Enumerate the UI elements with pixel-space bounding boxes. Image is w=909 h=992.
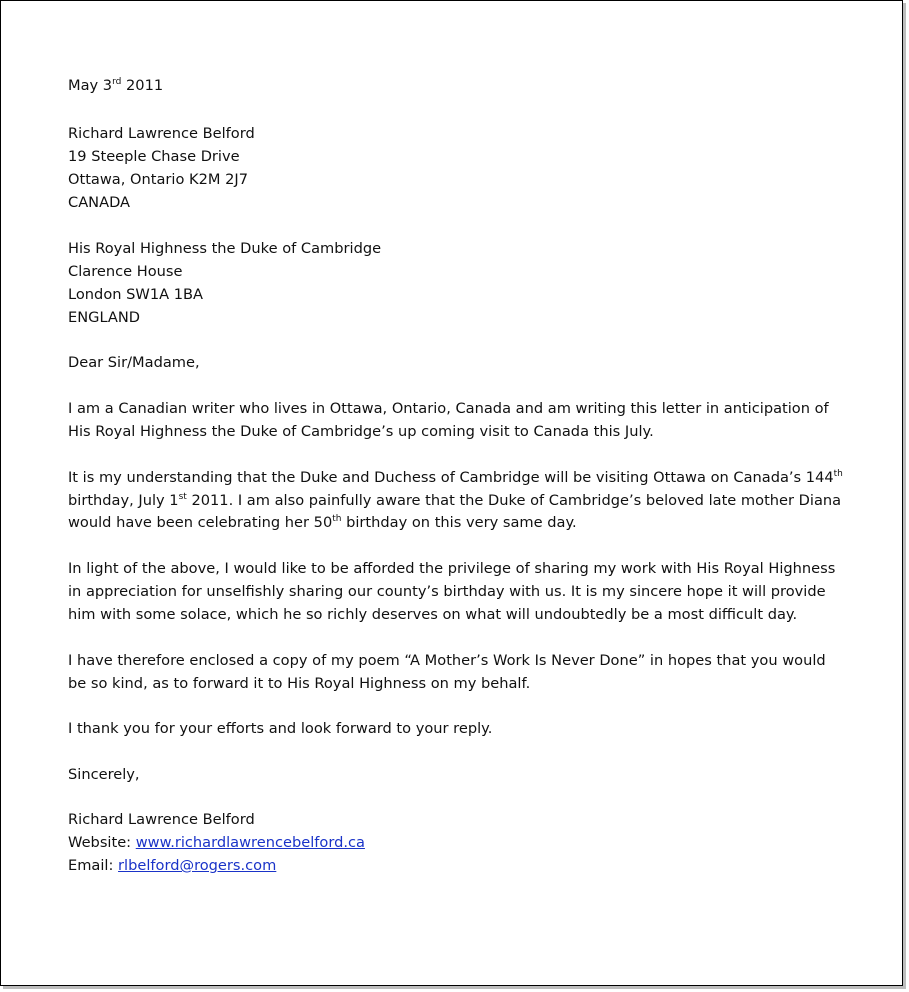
closing: Sincerely, [68,766,140,783]
paragraph3-line2: in appreciation for unselfishly sharing our county’s birthday with us. It is my sincere hope it will provide [68,583,826,600]
paragraph3-line3: him with some solace, which he so richly deserves on what will undoubtedly be a most difficult day. [68,606,798,623]
paragraph4-line2: be so kind, as to forward it to His Royal Highness on my behalf. [68,675,531,692]
website-link[interactable]: www.richardlawrencebelford.ca [135,834,365,851]
signature-email [68,856,276,876]
paragraph2-line1-sup: th [833,469,843,480]
signature-website [68,833,365,853]
paragraph2-line3-sup: th [332,514,342,525]
paragraph2-line2 [68,491,841,511]
recipient-name: His Royal Highness the Duke of Cambridge [68,240,382,257]
letter-date [68,76,163,96]
sender-city: Ottawa, Ontario K2M 2J7 [68,171,249,188]
signature-name: Richard Lawrence Belford [68,811,255,828]
date-month-day: May 3 [68,77,113,94]
date-year: 2011 [121,77,164,94]
sender-name: Richard Lawrence Belford [68,125,255,142]
recipient-building: Clarence House [68,263,183,280]
date-suffix: rd [112,77,122,88]
paragraph4-line1: I have therefore enclosed a copy of my poem “A Mother’s Work Is Never Done” in hopes that you would [68,652,826,669]
salutation: Dear Sir/Madame, [68,354,200,371]
paragraph2-line2-sup: st [178,492,187,503]
paragraph2-line1 [68,468,843,488]
paragraph2-line3-post: birthday on this very same day. [341,514,577,531]
sender-country: CANADA [68,194,131,211]
recipient-country: ENGLAND [68,309,141,326]
paragraph2-line3-pre: would have been celebrating her 50 [68,514,333,531]
email-label: Email: [68,857,119,874]
paragraph2-line3 [68,513,577,533]
email-link[interactable]: rlbelford@rogers.com [118,857,277,874]
paragraph1-line1: I am a Canadian writer who lives in Ottawa, Ontario, Canada and am writing this letter in anticipation of [68,400,829,417]
paragraph2-line2-pre: birthday, July 1 [68,492,179,509]
recipient-city: London SW1A 1BA [68,286,204,303]
website-label: Website: [68,834,136,851]
paragraph2-line1-text: It is my understanding that the Duke and Duchess of Cambridge will be visiting Ottawa on Canada’s 144 [68,469,834,486]
paragraph5: I thank you for your efforts and look forward to your reply. [68,720,493,737]
sender-street: 19 Steeple Chase Drive [68,148,240,165]
paragraph3-line1: In light of the above, I would like to be afforded the privilege of sharing my work with His Royal Highness [68,560,836,577]
paragraph2-line2-post: 2011. I am also painfully aware that the Duke of Cambridge’s beloved late mother Diana [186,492,842,509]
paragraph1-line2: His Royal Highness the Duke of Cambridge’s up coming visit to Canada this July. [68,423,654,440]
